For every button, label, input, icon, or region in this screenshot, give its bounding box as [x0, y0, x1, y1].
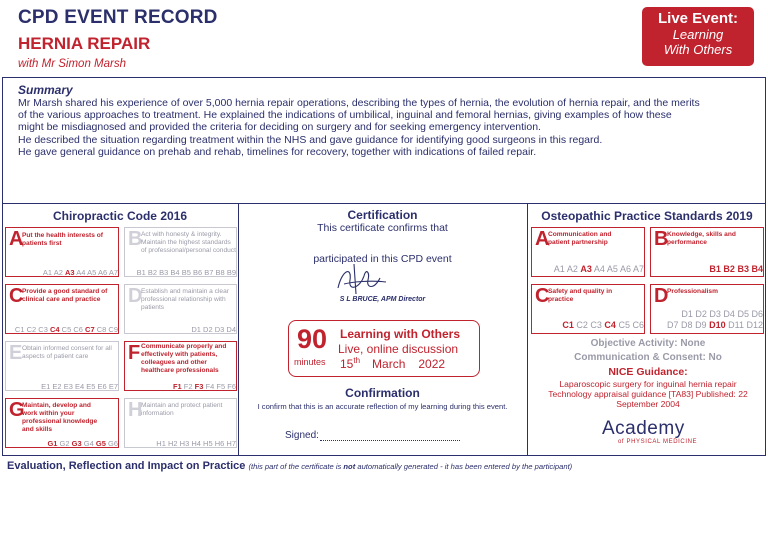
badge-line2a: Learning: [672, 27, 724, 42]
osteo-codes-d2: [667, 320, 763, 330]
standard-code: C1: [14, 325, 25, 334]
chiro-codes-g: [47, 439, 118, 448]
osteo-standard-text: Communication and patient partnership: [548, 231, 612, 246]
standard-code: A4: [593, 264, 605, 274]
standard-code: D4: [226, 325, 236, 334]
signatory-name: S L BRUCE, APM Director: [339, 296, 426, 303]
chiro-letter: C: [9, 285, 24, 307]
standard-code: F5: [216, 382, 226, 391]
standard-code: B1: [709, 264, 721, 274]
standard-code: E3: [63, 382, 73, 391]
summary-line: might be misdiagnosed and provided the criteria for deciding on surgery and for seeking emergency intervention.: [18, 121, 541, 134]
standard-code: A2: [566, 264, 578, 274]
chiro-letter: G: [9, 399, 25, 421]
summary-line: Mr Marsh shared his experience of over 5,000 hernia repair operations, describing the types of hernia, the evolution of hernia repair, and the merits: [18, 97, 700, 109]
standard-code: G6: [107, 439, 118, 448]
standard-code: C4: [49, 325, 60, 334]
standard-code: G5: [95, 439, 106, 448]
event-date: [340, 356, 445, 371]
standard-code: D11: [728, 320, 744, 330]
evaluation-note-part: automatically generated - it has been entered by the participant): [355, 462, 573, 471]
standard-code: B4: [751, 264, 763, 274]
standard-code: C5: [618, 320, 630, 330]
standard-code: A6: [97, 268, 108, 277]
evaluation-title: Evaluation, Reflection and Impact on Practice: [7, 460, 246, 472]
standard-code: C5: [61, 325, 72, 334]
osteo-codes-c: [562, 320, 644, 330]
standard-code: D7: [667, 320, 679, 330]
signature-line: [320, 440, 460, 441]
divider: [2, 203, 766, 204]
chiro-letter: B: [128, 228, 143, 250]
evaluation-note: [248, 462, 572, 471]
date-day: 15: [340, 357, 354, 371]
standard-code: B2: [723, 264, 735, 274]
nice-line: Laparoscopic surgery for inguinal hernia repair: [559, 379, 737, 389]
chiro-codes-a: [43, 268, 118, 277]
chiro-letter: F: [128, 342, 141, 364]
standard-code: E7: [108, 382, 118, 391]
chiro-standard-text: Obtain informed consent for all aspects of patient care: [22, 345, 112, 360]
standard-code: E2: [52, 382, 62, 391]
standard-code: D3: [709, 309, 721, 319]
chiro-letter: H: [128, 399, 143, 421]
objective-activity: Objective Activity: None: [590, 338, 706, 349]
chiropractic-heading: Chiropractic Code 2016: [52, 209, 188, 223]
osteo-letter: B: [654, 228, 669, 250]
duration-label: minutes: [294, 357, 326, 367]
osteo-standard-text: Safety and quality in practice: [548, 288, 613, 303]
standard-code: A7: [632, 264, 644, 274]
chiro-codes-c: [15, 325, 118, 334]
standard-code: E4: [74, 382, 85, 391]
summary-line: He described the situation regarding treatment within the NHS and gave guidance for identifying good surgeons in this regard.: [18, 133, 603, 146]
summary-text: [18, 97, 758, 158]
date-month: March: [372, 357, 406, 371]
standard-code: F6: [227, 382, 236, 391]
standard-code: D2: [203, 325, 213, 334]
standard-code: G3: [71, 439, 82, 448]
signed-label: Signed:: [285, 430, 319, 441]
standard-code: D2: [695, 309, 707, 319]
divider: [238, 203, 239, 456]
standard-code: D10: [709, 320, 726, 330]
standard-code: B4: [170, 268, 180, 277]
standard-code: G4: [83, 439, 94, 448]
osteo-standard-text: Knowledge, skills and performance: [667, 231, 736, 246]
live-event-badge: [642, 7, 754, 66]
certification-line2: participated in this CPD event: [313, 253, 452, 265]
standard-code: F4: [205, 382, 215, 391]
chiro-letter: D: [128, 285, 143, 307]
standard-code: H2: [167, 439, 178, 448]
badge-line1: Live Event:: [657, 10, 739, 27]
standard-code: D9: [695, 320, 707, 330]
standard-code: C7: [85, 325, 95, 334]
nice-line: September 2004: [616, 399, 680, 409]
confirmation-heading: Confirmation: [345, 386, 420, 400]
osteo-letter: A: [535, 228, 550, 250]
date-year: 2022: [418, 357, 446, 371]
chiro-letter: A: [9, 228, 24, 250]
standard-code: B1: [136, 268, 146, 277]
event-subtitle: HERNIA REPAIR: [18, 34, 151, 53]
standard-code: C8: [96, 325, 107, 334]
certification-heading: Certification: [347, 208, 418, 222]
nice-guidance-text: [535, 379, 761, 409]
standard-code: H4: [191, 439, 201, 448]
standard-code: B2: [147, 268, 158, 277]
standard-code: A4: [76, 268, 86, 277]
summary-line: He gave general guidance on prehab and rehab, timelines for recovery, together with indications of failed repair.: [18, 145, 537, 158]
badge-line2b: With Others: [663, 42, 733, 57]
standard-code: C3: [590, 320, 602, 330]
standard-code: D1: [191, 325, 201, 334]
standard-code: G1: [47, 439, 58, 448]
evaluation-note-part: (this part of the certificate is: [248, 462, 344, 471]
standard-code: H6: [214, 439, 225, 448]
standard-code: F1: [172, 382, 182, 391]
standard-code: C1: [562, 320, 574, 330]
standard-code: B9: [226, 268, 236, 277]
osteo-codes-d1: [681, 309, 763, 319]
communication-consent: Communication & Consent: No: [574, 352, 722, 363]
standard-code: D4: [723, 309, 735, 319]
standard-code: H5: [203, 439, 213, 448]
standard-code: H1: [156, 439, 166, 448]
standard-code: C3: [38, 325, 48, 334]
standard-code: F3: [194, 382, 204, 391]
certification-line1: This certificate confirms that: [317, 222, 448, 234]
academy-logo-subtitle: of PHYSICAL MEDICINE: [618, 439, 698, 445]
standard-code: A5: [606, 264, 618, 274]
osteo-codes-b: [709, 264, 763, 274]
standard-code: D5: [737, 309, 749, 319]
chiro-codes-d: [191, 325, 236, 334]
standard-code: A1: [553, 264, 565, 274]
nice-guidance-heading: NICE Guidance:: [608, 366, 688, 378]
chiro-letter: E: [9, 342, 23, 364]
confirmation-text: I confirm that this is an accurate reflection of my learning during this event.: [257, 402, 508, 411]
chiro-standard-text: Act with honesty & integrity. Maintain the highest standards of professional/personal conduct: [141, 231, 236, 254]
standard-code: A3: [64, 268, 75, 277]
nice-line: Technology appraisal guidance [TA83] Published: 22: [548, 389, 748, 399]
standard-code: C2: [576, 320, 588, 330]
standard-code: H3: [179, 439, 190, 448]
evaluation-heading: [7, 460, 572, 472]
standard-code: G2: [59, 439, 70, 448]
chiro-standard-text: Maintain and protect patient information: [141, 402, 223, 417]
standard-code: E5: [86, 382, 96, 391]
date-suffix: th: [353, 356, 361, 365]
chiro-codes-f: [173, 382, 236, 391]
chiro-codes-b: [137, 268, 236, 277]
standard-code: B3: [159, 268, 169, 277]
chiro-standard-text: Maintain, develop and work within your professional knowledge and skills: [22, 402, 98, 433]
standard-code: F2: [183, 382, 193, 391]
standard-code: A2: [53, 268, 63, 277]
standard-code: B5: [181, 268, 191, 277]
divider: [527, 203, 528, 456]
chiro-standard-text: Provide a good standard of clinical care and practice: [22, 288, 108, 303]
osteo-letter: D: [654, 285, 669, 307]
standard-code: B3: [737, 264, 749, 274]
chiro-standard-text: Communicate properly and effectively with patients, colleagues and other healthcare professionals: [141, 343, 227, 374]
standard-code: B7: [204, 268, 214, 277]
presenter-line: with Mr Simon Marsh: [18, 58, 126, 70]
duration-value: 90: [297, 324, 328, 354]
standard-code: E6: [97, 382, 107, 391]
standard-code: A6: [619, 264, 631, 274]
standard-code: D1: [681, 309, 693, 319]
standard-code: B8: [215, 268, 225, 277]
standard-code: H7: [226, 439, 236, 448]
standard-code: D8: [681, 320, 693, 330]
page-title: CPD EVENT RECORD: [18, 7, 218, 28]
standard-code: A1: [42, 268, 53, 277]
academy-logo: Academy: [602, 418, 685, 439]
signature-image: [330, 258, 390, 298]
chiro-codes-h: [156, 439, 236, 448]
chiro-codes-e: [41, 382, 118, 391]
osteo-letter: C: [535, 285, 550, 307]
standard-code: C6: [73, 325, 83, 334]
osteo-standard-text: Professionalism: [667, 288, 718, 295]
standard-code: A5: [87, 268, 97, 277]
summary-heading: Summary: [18, 83, 73, 97]
standard-code: C2: [26, 325, 37, 334]
summary-line: of the various approaches to treatment. He explained the indications of umbilical, inguinal and femoral hernias, giving examples of how these: [18, 109, 672, 122]
standard-code: A3: [580, 264, 592, 274]
chiro-standard-text: Put the health interests of patients first: [22, 232, 103, 247]
osteo-codes-a: [554, 264, 644, 274]
standard-code: D12: [746, 320, 763, 330]
standard-code: C9: [108, 325, 118, 334]
osteopathic-heading: Osteopathic Practice Standards 2019: [541, 209, 753, 223]
standard-code: C6: [632, 320, 644, 330]
event-title: Learning with Others: [340, 327, 461, 341]
standard-code: E1: [41, 382, 51, 391]
standard-code: D3: [214, 325, 225, 334]
evaluation-note-emphasis: not: [343, 462, 356, 471]
chiro-standard-text: Establish and maintain a clear professional relationship with patients: [141, 288, 229, 311]
standard-code: B6: [192, 268, 203, 277]
standard-code: A7: [108, 268, 118, 277]
event-mode: Live, online discussion: [338, 342, 459, 356]
standard-code: D6: [751, 309, 763, 319]
standard-code: C4: [604, 320, 616, 330]
